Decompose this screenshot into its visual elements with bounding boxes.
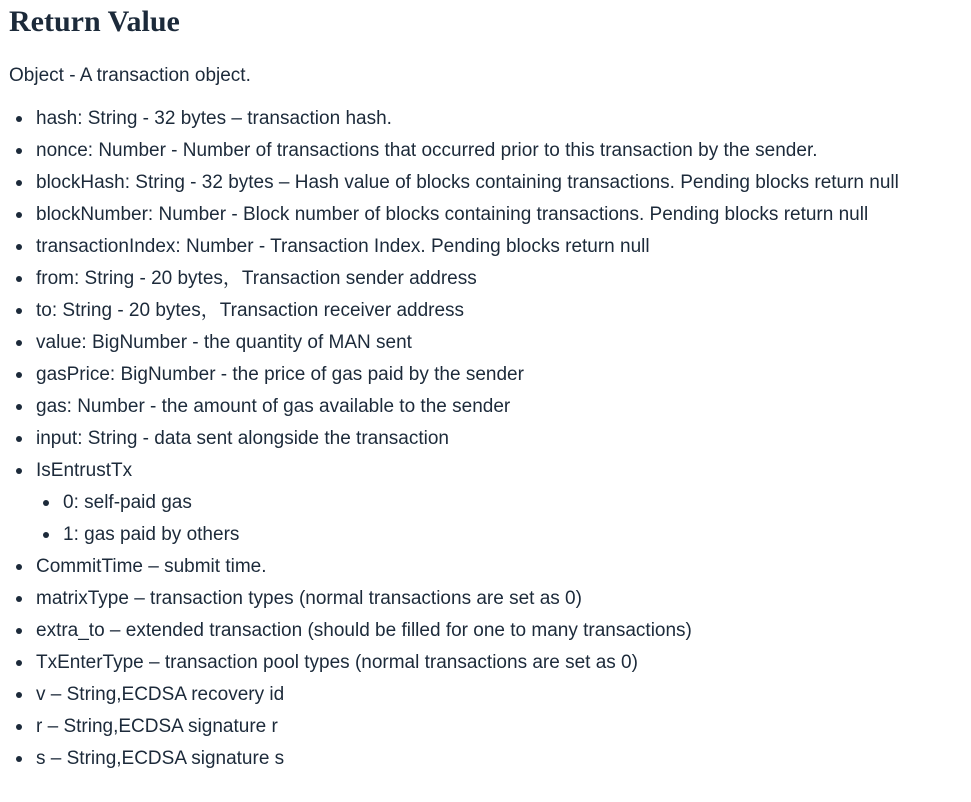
bullet-icon (16, 404, 22, 410)
field-list (9, 103, 969, 775)
sub-list-item-text: 1: gas paid by others (63, 524, 240, 545)
list-item (9, 647, 969, 679)
list-item-text: gasPrice: BigNumber - the price of gas paid by the sender (36, 364, 524, 385)
bullet-icon (16, 308, 22, 314)
bullet-icon (16, 116, 22, 122)
list-item (9, 359, 969, 391)
list-item (9, 711, 969, 743)
sub-list-item (36, 487, 969, 519)
list-item-text: blockNumber: Number - Block number of blocks containing transactions. Pending blocks return null (36, 204, 869, 225)
bullet-icon (16, 724, 22, 730)
sub-list (36, 487, 969, 551)
bullet-icon (16, 660, 22, 666)
list-item-text: v – String,ECDSA recovery id (36, 684, 285, 705)
list-item (9, 583, 969, 615)
bullet-icon (16, 436, 22, 442)
list-item (9, 135, 969, 167)
bullet-icon (43, 500, 49, 506)
list-item-text: to: String - 20 bytes，Transaction receiver address (36, 300, 465, 321)
bullet-icon (16, 212, 22, 218)
section-title: Return Value (9, 5, 180, 38)
sub-list-item-text: 0: self-paid gas (63, 492, 192, 513)
list-item (9, 327, 969, 359)
list-item-text: nonce: Number - Number of transactions that occurred prior to this transaction by the sender. (36, 140, 818, 161)
bullet-icon (16, 692, 22, 698)
section-description: Object - A transaction object. (9, 65, 251, 86)
list-item-text: CommitTime – submit time. (36, 556, 267, 577)
list-item-text: from: String - 20 bytes，Transaction sender address (36, 268, 477, 289)
bullet-icon (16, 148, 22, 154)
bullet-icon (16, 372, 22, 378)
list-item (9, 615, 969, 647)
list-item-text: gas: Number - the amount of gas available to the sender (36, 396, 511, 417)
bullet-icon (16, 756, 22, 762)
list-item (9, 103, 969, 135)
list-item (9, 391, 969, 423)
list-item-text: extra_to – extended transaction (should be filled for one to many transactions) (36, 620, 692, 641)
list-item (9, 551, 969, 583)
list-item-text: input: String - data sent alongside the transaction (36, 428, 449, 449)
list-item-text: matrixType – transaction types (normal transactions are set as 0) (36, 588, 582, 609)
bullet-icon (16, 564, 22, 570)
list-item (9, 743, 969, 775)
bullet-icon (16, 276, 22, 282)
list-item (9, 199, 969, 231)
list-item-text: hash: String - 32 bytes – transaction hash. (36, 108, 392, 129)
list-item-text: TxEnterType – transaction pool types (normal transactions are set as 0) (36, 652, 638, 673)
list-item-text: r – String,ECDSA signature r (36, 716, 278, 737)
list-item (9, 167, 969, 199)
list-item (9, 231, 969, 263)
list-item-text: transactionIndex: Number - Transaction Index. Pending blocks return null (36, 236, 650, 257)
list-item-text: IsEntrustTx (36, 460, 133, 481)
bullet-icon (16, 628, 22, 634)
list-item (9, 263, 969, 295)
bullet-icon (16, 596, 22, 602)
list-item-text: s – String,ECDSA signature s (36, 748, 285, 769)
list-item-text: value: BigNumber - the quantity of MAN sent (36, 332, 412, 353)
list-item (9, 295, 969, 327)
doc-content (9, 0, 969, 775)
bullet-icon (43, 532, 49, 538)
bullet-icon (16, 468, 22, 474)
sub-list-item (36, 519, 969, 551)
bullet-icon (16, 180, 22, 186)
bullet-icon (16, 340, 22, 346)
list-item-text: blockHash: String - 32 bytes – Hash value of blocks containing transactions. Pending blocks return null (36, 172, 899, 193)
bullet-icon (16, 244, 22, 250)
list-item (9, 455, 969, 551)
list-item (9, 423, 969, 455)
list-item (9, 679, 969, 711)
